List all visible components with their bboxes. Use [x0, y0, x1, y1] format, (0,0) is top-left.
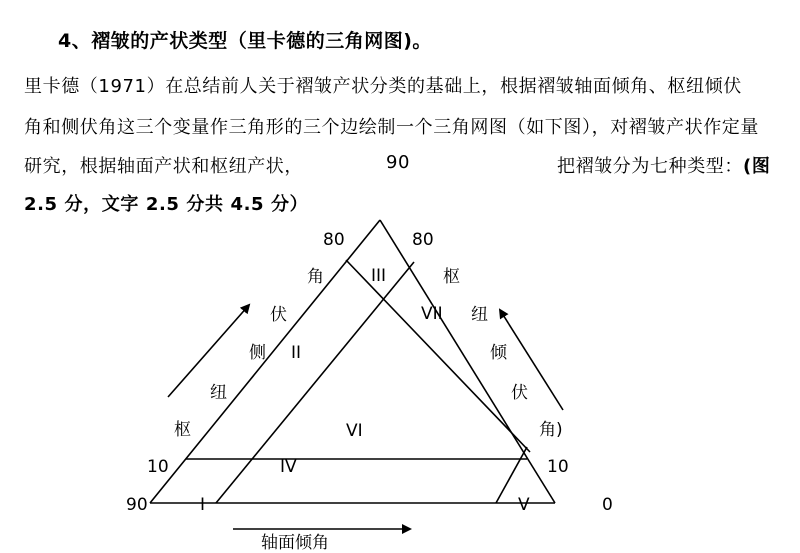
region-VII: VII — [421, 304, 443, 324]
paragraph-line-3-number: 90 — [386, 152, 411, 173]
left-arrow — [168, 305, 249, 397]
paragraph-line-3-tail-text: 把褶皱分为七种类型： — [557, 156, 743, 177]
paragraph-line-1: 里卡德（1971）在总结前人关于褶皱产状分类的基础上，根据褶皱轴面倾角、枢纽倾伏 — [24, 76, 742, 97]
bottom-axis-label: 轴面倾角 — [261, 533, 329, 553]
region-II: II — [291, 343, 302, 363]
section-heading: 4、褶皱的产状类型（里卡德的三角网图)。 — [58, 30, 432, 52]
region-I: I — [200, 495, 206, 515]
right-label-char-5: 角) — [539, 420, 563, 440]
left-label-char-4: 伏 — [270, 305, 287, 325]
right-label-char-1: 枢 — [443, 267, 460, 287]
label-top-right-80: 80 — [412, 230, 434, 250]
score-note-start: (图 — [743, 156, 771, 177]
left-label-char-1: 枢 — [174, 420, 191, 440]
paragraph-line-2: 角和侧伏角这三个变量作三角形的三个边绘制一个三角网图（如下图），对褶皱产状作定量 — [24, 117, 759, 138]
region-III: III — [371, 266, 387, 286]
region-V: V — [518, 495, 530, 515]
paragraph-line-3-text: 研究，根据轴面产状和枢纽产状， — [24, 156, 303, 177]
line-80-right-to-bottom — [216, 262, 414, 503]
left-label-char-2: 纽 — [210, 383, 227, 403]
right-label-char-3: 倾 — [490, 343, 507, 363]
label-top-left-80: 80 — [323, 230, 345, 250]
label-bottom-right-0: 0 — [602, 495, 613, 515]
left-label-char-5: 角 — [307, 267, 324, 287]
region-VI: VI — [346, 421, 363, 441]
left-label-char-3: 侧 — [249, 343, 266, 363]
label-right-10: 10 — [547, 457, 569, 477]
triangle-right-side — [380, 220, 555, 503]
region-IV: IV — [280, 457, 297, 477]
right-label-char-4: 伏 — [511, 383, 528, 403]
label-left-10: 10 — [147, 457, 169, 477]
label-bottom-left-90: 90 — [126, 495, 148, 515]
right-label-char-2: 纽 — [471, 305, 488, 325]
score-note: 2.5 分，文字 2.5 分共 4.5 分） — [24, 194, 309, 215]
right-arrow — [500, 310, 563, 410]
